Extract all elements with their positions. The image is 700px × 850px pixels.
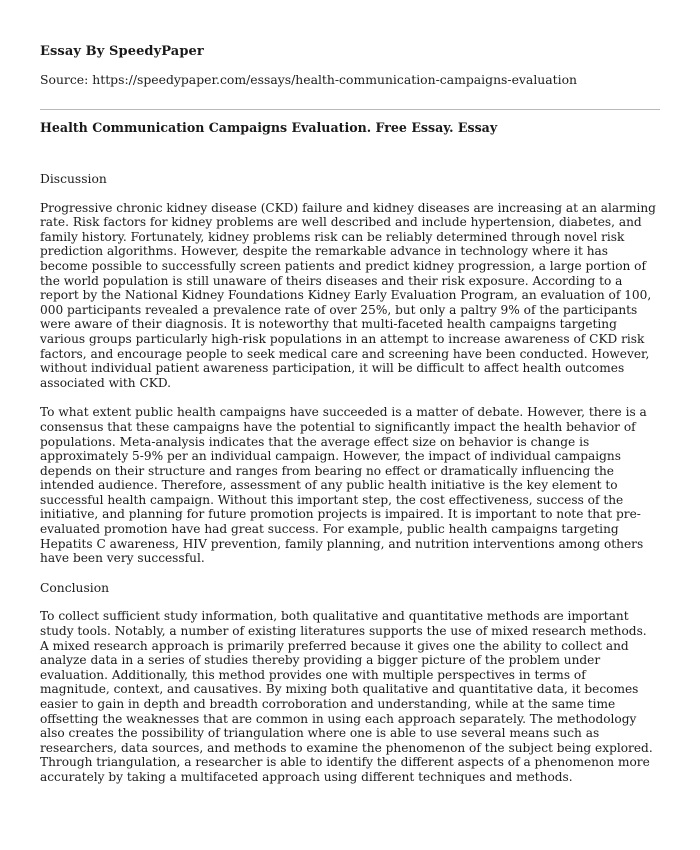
paragraph: To collect sufficient study information, both qualitative and quantitative methods are important study tools. Notably, a number of existing literatures supports the use of mixed research methods. A mixed research approach is primarily preferred because it gives one the ability to collect and analyze data in a series of studies thereby providing a bigger picture of the problem under evaluation. Additionally, this method provides one with multiple perspectives in terms of magnitude, context, and causatives. By mixing both qualitative and quantitative data, it becomes easier to gain in depth and breadth corroboration and understanding, while at the same time offsetting the weaknesses that are common in using each approach separately. The methodology also creates the possibility of triangulation where one is able to use several means such as researchers, data sources, and methods to examine the phenomenon of the subject being explored. Through triangulation, a researcher is able to identify the different aspects of a phenomenon more accurately by taking a multifaceted approach using different techniques and methods. [40, 609, 653, 784]
document-body [40, 172, 658, 800]
section-heading-discussion: Discussion [40, 172, 107, 186]
header-divider [40, 109, 660, 110]
paragraph: To what extent public health campaigns have succeeded is a matter of debate. However, there is a consensus that these campaigns have the potential to significantly impact the health behavior of populations. Meta-analysis indicates that the average effect size on behavior is change is approximately 5-9% per an individual campaign. However, the impact of individual campaigns depends on their structure and ranges from bearing no effect or dramatically influencing the intended audience. Therefore, assessment of any public health initiative is the key element to successful health campaign. Without this important step, the cost effectiveness, success of the initiative, and planning for future promotion projects is impaired. It is important to note that pre-evaluated promotion have had great success. For example, public health campaigns targeting Hepatits C awareness, HIV prevention, family planning, and nutrition interventions among others have been very successful. [40, 405, 647, 566]
source-line: Source: https://speedypaper.com/essays/health-communication-campaigns-evaluation [40, 72, 578, 87]
document-title: Health Communication Campaigns Evaluation. Free Essay. Essay [40, 120, 498, 135]
paragraph: Progressive chronic kidney disease (CKD) failure and kidney diseases are increasing at an alarming rate. Risk factors for kidney problems are well described and include hypertension, diabetes, and family history. Fortunately, kidney problems risk can be reliably determined through novel risk prediction algorithms. However, despite the remarkable advance in technology where it has become possible to successfully screen patients and predict kidney progression, a large portion of the world population is still unaware of theirs diseases and their risk exposure. According to a report by the National Kidney Foundations Kidney Early Evaluation Program, an evaluation of 100, 000 participants revealed a prevalence rate of over 25%, but only a paltry 9% of the participants were aware of their diagnosis. It is noteworthy that multi-faceted health campaigns targeting various groups particularly high-risk populations in an attempt to increase awareness of CKD risk factors, and encourage people to seek medical care and screening have been conducted. However, without individual patient awareness participation, it will be difficult to affect health outcomes associated with CKD. [40, 200, 656, 390]
section-heading-conclusion: Conclusion [40, 580, 110, 595]
brand-title: Essay By SpeedyPaper [40, 44, 204, 59]
